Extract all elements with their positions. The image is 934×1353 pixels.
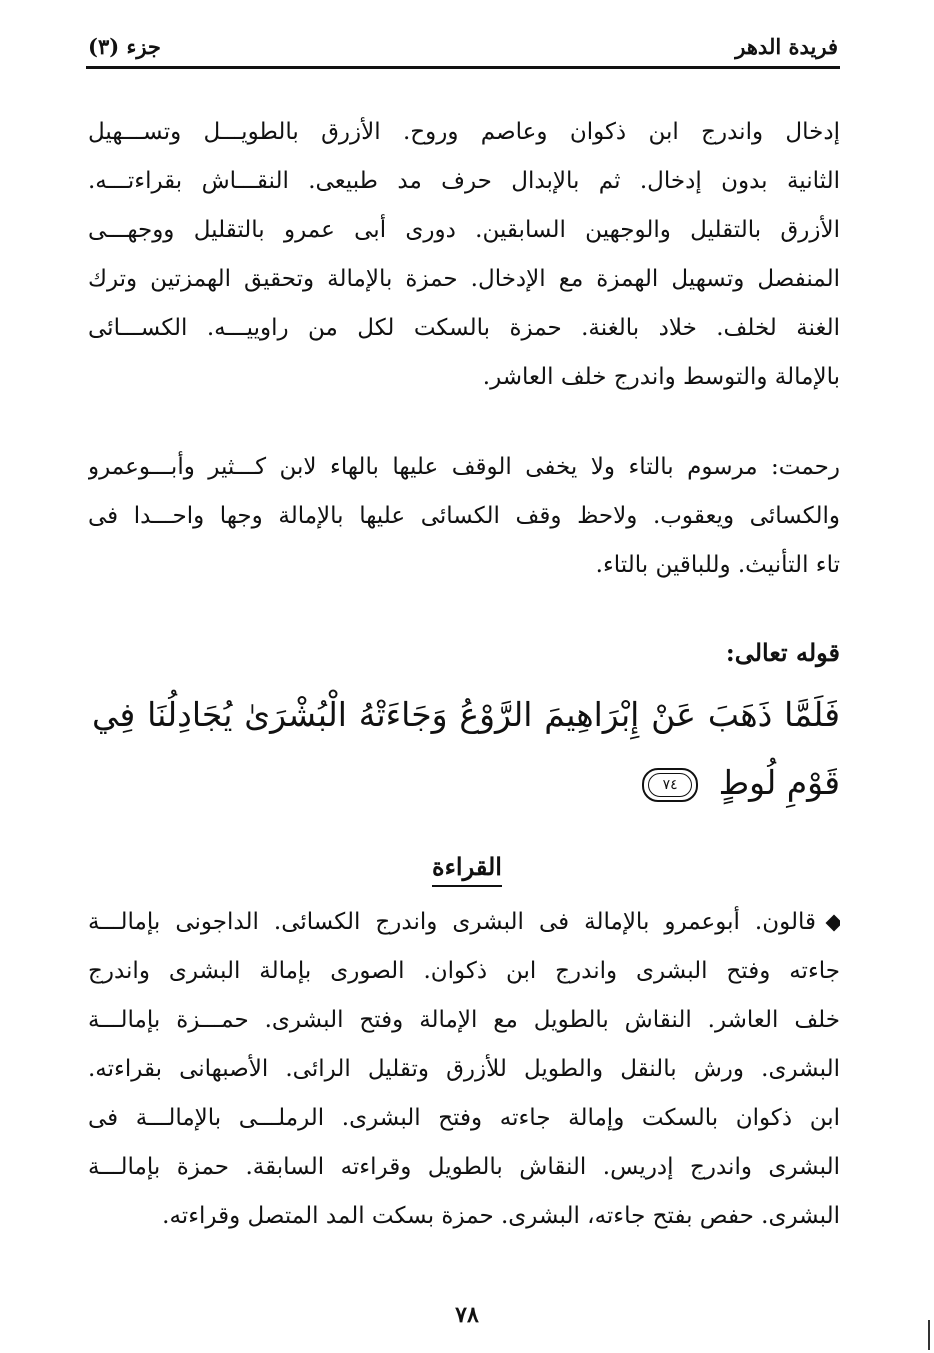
text-line-content: قالون. أبوعمرو بالإمالة فى البشرى واندرج الكسائى. الداجونى بإمالـــة	[88, 909, 816, 935]
text-line: الأزرق بالتقليل والوجهين السابقين. دورى أبى عمرو بالتقليل ووجهـــى	[88, 217, 840, 243]
text-line: بالإمالة والتوسط واندرج خلف العاشر.	[482, 364, 840, 390]
text-line: المنفصل وتسهيل الهمزة مع الإدخال. حمزة بالإمالة وتحقيق الهمزتين وترك	[88, 266, 840, 292]
part-number: جزء (٣)	[88, 33, 161, 59]
verse-label: قوله تعالى:	[725, 638, 840, 667]
text-line: البشرى. ورش بالنقل والطويل للأزرق وتقليل الرائى. الأصبهانى بقراءته.	[88, 1056, 840, 1082]
paragraph-rahmat	[88, 443, 840, 590]
text-line: الغنة لخلف. خلاد بالغنة. حمزة بالسكت لكل من راوييـــه. الكســـائى	[88, 315, 840, 341]
paragraph-readings-2	[88, 898, 840, 1241]
diamond-bullet-icon	[826, 915, 840, 932]
verse-text: قَوْمِ لُوطٍ	[718, 763, 840, 802]
paragraph-readings-1	[88, 108, 840, 402]
quran-verse-line-1: فَلَمَّا ذَهَبَ عَنْ إِبْرَاهِيمَ الرَّوْعُ وَجَاءَتْهُ الْبُشْرَىٰ يُجَادِلُنَا فِي	[92, 695, 840, 734]
section-heading	[400, 852, 534, 887]
text-line: ابن ذكوان بالسكت وإمالة جاءته وفتح البشرى. الرملـــى بالإمالـــة فى	[88, 1105, 840, 1131]
text-line: البشرى واندرج إدريس. النقاش بالطويل وقراءته السابقة. حمزة بإمالـــة	[88, 1154, 840, 1180]
text-line: جاءته وفتح البشرى واندرج ابن ذكوان. الصورى بإمالة البشرى واندرج	[88, 958, 840, 984]
page-number: ٧٨	[455, 1302, 479, 1328]
text-line-first	[88, 898, 840, 947]
text-line: الثانية بدون إدخال. ثم بالإبدال حرف مد طبيعى. النقـــاش بقراءتـــه.	[88, 168, 840, 194]
text-line: إدخال واندرج ابن ذكوان وعاصم وروح. الأزرق بالطويـــل وتســـهيل	[88, 119, 840, 145]
quran-verse-line-2	[92, 748, 840, 818]
running-header	[88, 28, 838, 64]
scan-edge-mark	[928, 1320, 930, 1350]
ayah-number: ٧٤	[662, 777, 678, 793]
book-title: فريدة الدهر	[735, 33, 838, 59]
header-rule	[86, 66, 840, 69]
text-line: تاء التأنيث. وللباقين بالتاء.	[595, 552, 840, 578]
ayah-number-marker	[642, 768, 698, 802]
text-line: البشرى. حفص بفتح جاءته، البشرى. حمزة بسكت المد المتصل وقراءته.	[162, 1203, 840, 1229]
section-heading-text: القراءة	[432, 852, 502, 887]
text-line: رحمت: مرسوم بالتاء ولا يخفى الوقف عليها بالهاء لابن كـــثير وأبـــوعمرو	[88, 454, 840, 480]
text-line: خلف العاشر. النقاش بالطويل مع الإمالة وفتح البشرى. حمـــزة بإمالـــة	[88, 1007, 840, 1033]
text-line: والكسائى ويعقوب. ولاحظ وقف الكسائى عليها بالإمالة وجها واحـــدا فى	[88, 503, 840, 529]
